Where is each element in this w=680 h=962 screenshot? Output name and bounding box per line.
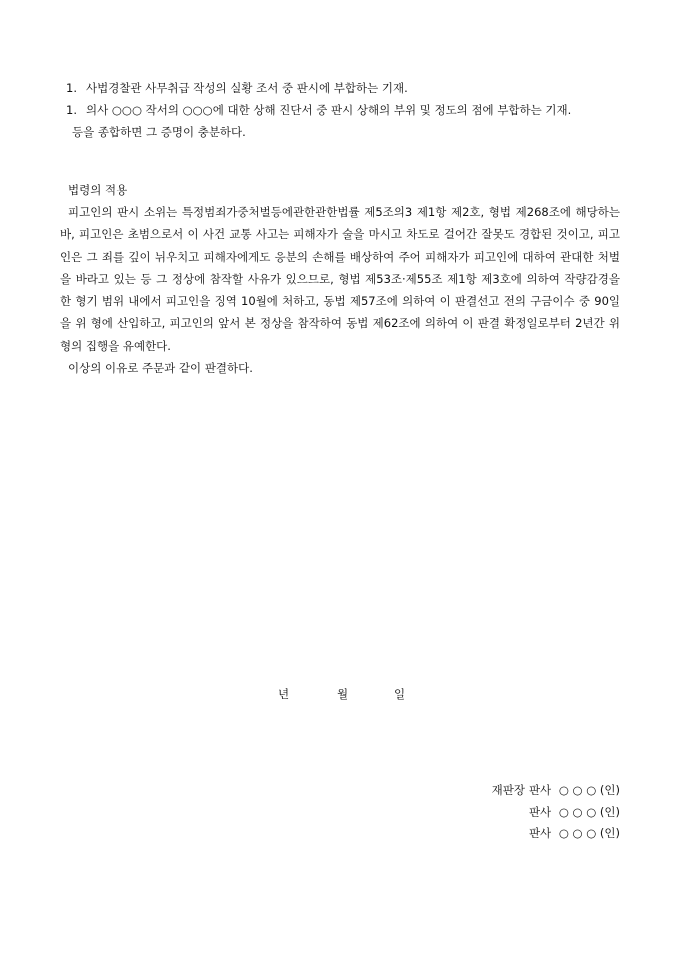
evidence-item-number: 1. (66, 103, 77, 117)
evidence-summary: 등을 종합하면 그 증명이 충분하다. (72, 125, 246, 139)
signature-row-judge (320, 802, 620, 824)
signature-seal: (인) (599, 804, 620, 819)
law-conclusion: 이상의 이유로 주문과 같이 판결하다. (68, 361, 253, 376)
signature-block (320, 780, 620, 845)
signature-name: ○ ○ ○ (558, 783, 597, 797)
signature-seal: (인) (599, 826, 620, 840)
evidence-item-number: 1. (66, 81, 77, 95)
evidence-item-text: 의사 ○○○ 작서의 ○○○에 대한 상해 진단서 중 판시 상해의 부위 및 정도의 점에 부합하는 기재. (86, 103, 572, 117)
date-day-label: 일 (394, 687, 406, 701)
evidence-section (64, 77, 620, 143)
signature-name: ○ ○ ○ (558, 804, 597, 819)
signature-title: 재판장 (491, 783, 525, 797)
law-application-section (60, 179, 620, 379)
signature-row-presiding-judge (320, 780, 620, 802)
date-year-label: 년 (278, 687, 290, 701)
date-month-label: 월 (337, 687, 349, 701)
judgment-date (278, 686, 408, 706)
evidence-item (64, 77, 620, 99)
signature-role: 판사 (528, 804, 552, 819)
signature-role: 판사 (528, 783, 552, 797)
law-heading: 법령의 적용 (68, 183, 128, 197)
law-body-paragraph: 피고인의 판시 소위는 특정범죄가중처벌등에관한관한법률 제5조의3 제1항 제2호, 형법 제268조에 해당하는 바, 피고인은 초범으로서 이 사건 교통 사고는 피해자가 술을 마시고 차도로 걸어간 잘못도 경합된 것이고, 피고인은 그 죄를 깊이 뉘우치고 피해자에게도 응분의 손해를 배상하여 주어 피해자가 피고인에 대하여 관대한 처벌을 바라고 있는 등 그 정상에 참작할 사유가 있으므로, 형법 제53조·제55조 제1항 제3호에 의하여 작량감경을 한 형기 범위 내에서 피고인을 징역 10월에 처하고, 동법 제57조에 의하여 이 판결선고 전의 구금이수 중 90일을 위 형에 산입하고, 피고인의 앞서 본 정상을 참작하여 동법 제62조에 의하여 이 판결 확정일로부터 2년간 위 형의 집행을 유예한다. (60, 205, 620, 353)
signature-name: ○ ○ ○ (558, 826, 597, 840)
signature-role: 판사 (528, 826, 552, 840)
evidence-item-text: 사법경찰관 사무취급 작성의 실황 조서 중 판시에 부합하는 기재. (86, 81, 408, 95)
evidence-item (64, 99, 620, 121)
signature-seal: (인) (599, 783, 620, 797)
signature-row-judge (320, 823, 620, 845)
